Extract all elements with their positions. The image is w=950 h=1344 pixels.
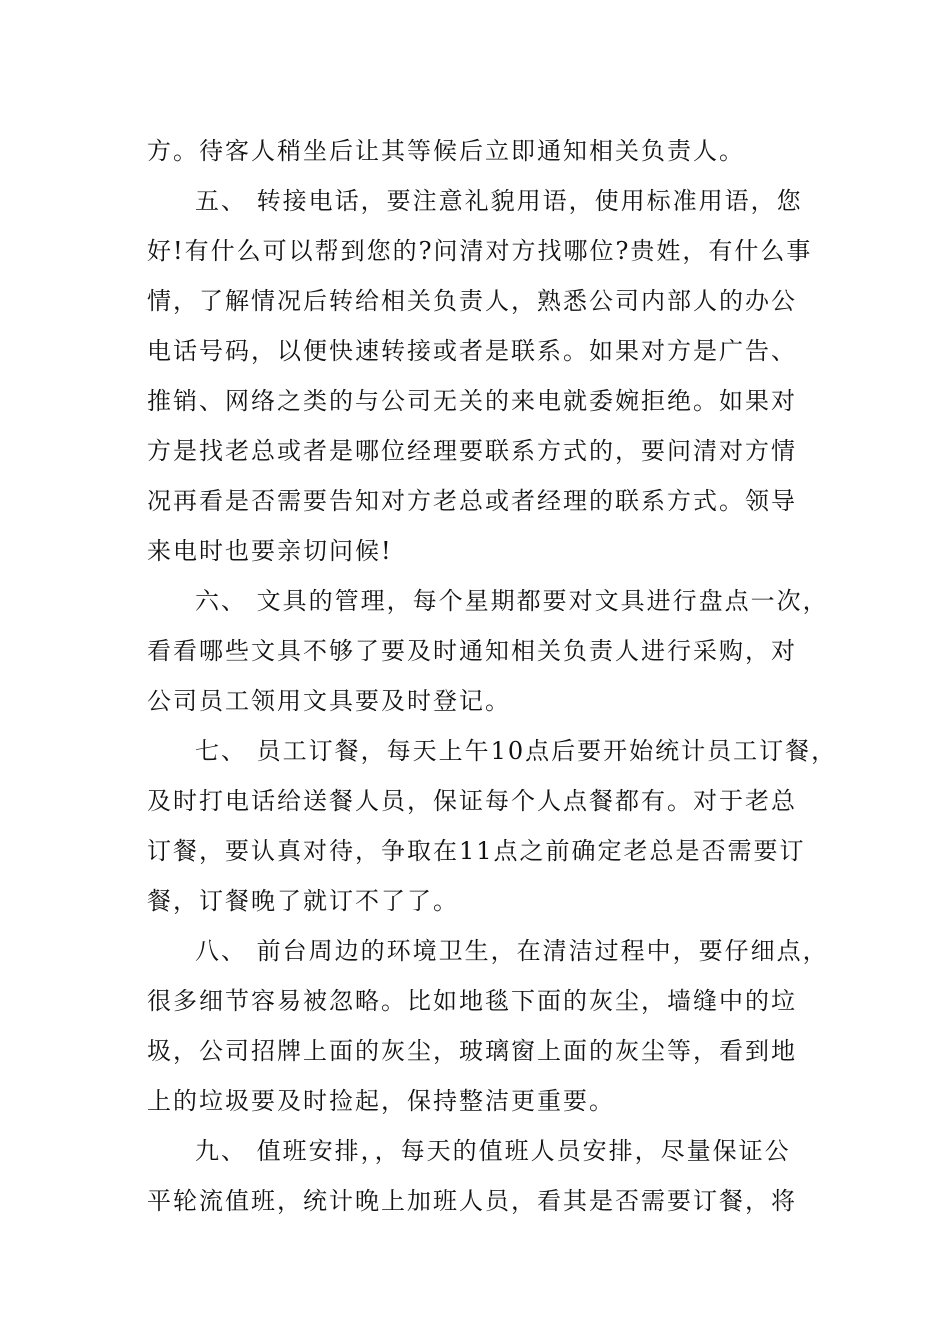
text-line: 圾，公司招牌上面的灰尘，玻璃窗上面的灰尘等，看到地 [147,1037,797,1065]
text-line: 好!有什么可以帮到您的?问清对方找哪位?贵姓，有什么事 [147,237,813,265]
text-line: 看看哪些文具不够了要及时通知相关负责人进行采购，对 [147,637,797,665]
text-line: 况再看是否需要告知对方老总或者经理的联系方式。领导 [147,487,797,515]
text-line: 情，了解情况后转给相关负责人，熟悉公司内部人的办公 [147,287,797,315]
text-line: 平轮流值班，统计晚上加班人员，看其是否需要订餐，将 [147,1187,797,1215]
section-seven-heading-line: 七、 员工订餐，每天上午10点后要开始统计员工订餐， [195,737,838,765]
text-line: 方是找老总或者是哪位经理要联系方式的，要问清对方情 [147,437,797,465]
text-line: 上的垃圾要及时捡起，保持整洁更重要。 [147,1087,615,1115]
section-six-heading-line: 六、 文具的管理，每个星期都要对文具进行盘点一次， [195,587,829,615]
section-five-heading-line: 五、 转接电话，要注意礼貌用语，使用标准用语，您 [195,187,803,215]
text-line: 及时打电话给送餐人员，保证每个人点餐都有。对于老总 [147,787,797,815]
text-line: 方。待客人稍坐后让其等候后立即通知相关负责人。 [147,137,745,165]
text-line: 订餐，要认真对待，争取在11点之前确定老总是否需要订 [147,837,806,865]
section-nine-heading-line: 九、 值班安排，，每天的值班人员安排，尽量保证公 [195,1137,791,1165]
text-line: 很多细节容易被忽略。比如地毯下面的灰尘，墙缝中的垃 [147,987,797,1015]
text-line: 公司员工领用文具要及时登记。 [147,687,511,715]
text-line: 餐，订餐晚了就订不了了。 [147,887,459,915]
text-line: 来电时也要亲切问候! [147,537,393,565]
text-line: 推销、网络之类的与公司无关的来电就委婉拒绝。如果对 [147,387,797,415]
section-eight-heading-line: 八、 前台周边的环境卫生，在清洁过程中，要仔细点， [195,937,829,965]
text-line: 电话号码，以便快速转接或者是联系。如果对方是广告、 [147,337,797,365]
